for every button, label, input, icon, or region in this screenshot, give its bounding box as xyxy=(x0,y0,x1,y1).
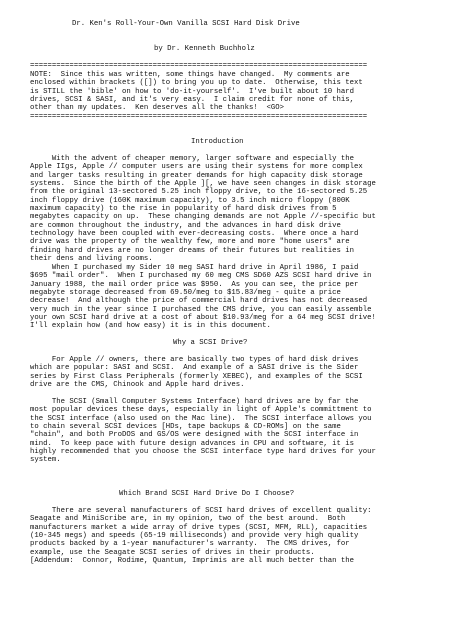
document-byline: by Dr. Kenneth Buchholz xyxy=(154,45,255,53)
section-heading-why-scsi: Why a SCSI Drive? xyxy=(173,339,248,347)
why-paragraph-2: The SCSI (Small Computer Systems Interface) hard drives are by far the most popular devices these days, especially in light of Apple's committment to the SCSI interface (also used on the Mac line). The SCSI interface allows you to chain several SCSI devices [HDs, tape backups & CD-ROMs] on the same "chain", and both ProDOS and GS/OS were designed with the SCSI interface in mind. To keep pace with future design advances in CPU and software, it is highly recommended that you choose the SCSI interface type hard drives for your system. xyxy=(30,398,376,465)
intro-paragraph-1: With the advent of cheaper memory, larger software and especially the Apple IIgs, Apple // computer users are using their systems for more complex and larger tasks resulting in greater demands for high capacity disk storage systems. Since the birth of the Apple ][, we have seen changes in disk storage from the original 13-sectored 5.25 inch floppy drive, to the 16-sectored 5.25 inch floppy drive (160K maximum capacity), to 3.5 inch micro floppy (800K maximum capacity) to the rise in popularity of hard disk drives from 5 megabytes capacity on up. These changing demands are not Apple //-specific but are common throughout the industry, and the advances in hard disk drive technology have been coupled with ever-decreasing costs. Where once a hard drive was the property of the wealthy few, more and more "home users" are finding hard drives are no longer dreams of their futures but realities in their dens and living rooms. xyxy=(30,155,376,264)
brand-paragraph-1: There are several manufacturers of SCSI hard drives of excellent quality: Seagate and MiniScribe are, in my opinion, two of the best around. Both manufacturers market a wide array of drive types (SCSI, MFM, RLL), capacities (10-345 megs) and speeds (65-19 milliseconds) and provide very high quality products backed by a 1-year manufacturer's warranty. The CMS drives, for example, use the Seagate SCSI series of drives in their products. [Addendum: Connor, Rodime, Quantum, Imprimis are all much better than the xyxy=(30,507,372,566)
document-title: Dr. Ken's Roll-Your-Own Vanilla SCSI Hard Disk Drive xyxy=(72,20,300,28)
bottom-rule: ============================================================================= xyxy=(30,113,368,121)
section-heading-which-brand: Which Brand SCSI Hard Drive Do I Choose? xyxy=(119,490,295,498)
intro-paragraph-2: When I purchased my Sider 10 meg SASI hard drive in April 1986, I paid $695 "mail order". When I purchased my 60 meg CMS SD60 AZS SCSI hard drive in January 1988, the mail order price was $950. As you can see, the price per megabyte storage decreased from 69.50/meg to $15.83/meg - quite a price decrease! And although the price of commercial hard drives has not decreased very much in the year since I purchased the CMS drive, you can easily assemble your own SCSI hard drive at a cost of about $10.93/meg for a 64 meg SCSI drive! I'll explain how (and how easy) it is in this document. xyxy=(30,264,376,331)
why-paragraph-1: For Apple // owners, there are basically two types of hard disk drives which are popular: SASI and SCSI. And example of a SASI drive is the Sider series by First Class Peripherals (formerly XEBEC), and examples of the SCSI drive are the CMS, Chinook and Apple hard drives. xyxy=(30,356,363,390)
update-note: NOTE: Since this was written, some things have changed. My comments are enclosed within brackets ([]) to bring you up to date. Otherwise, this text is STILL the 'bible' on how to 'do-it-yourself'. I've built about 10 hard drives, SCSI & SASI, and it's very easy. I claim credit for none of this, other than my updates. Ken deserves all the thanks! <GO> xyxy=(30,71,363,113)
top-rule: ============================================================================= xyxy=(30,62,368,70)
section-heading-introduction: Introduction xyxy=(191,138,244,146)
